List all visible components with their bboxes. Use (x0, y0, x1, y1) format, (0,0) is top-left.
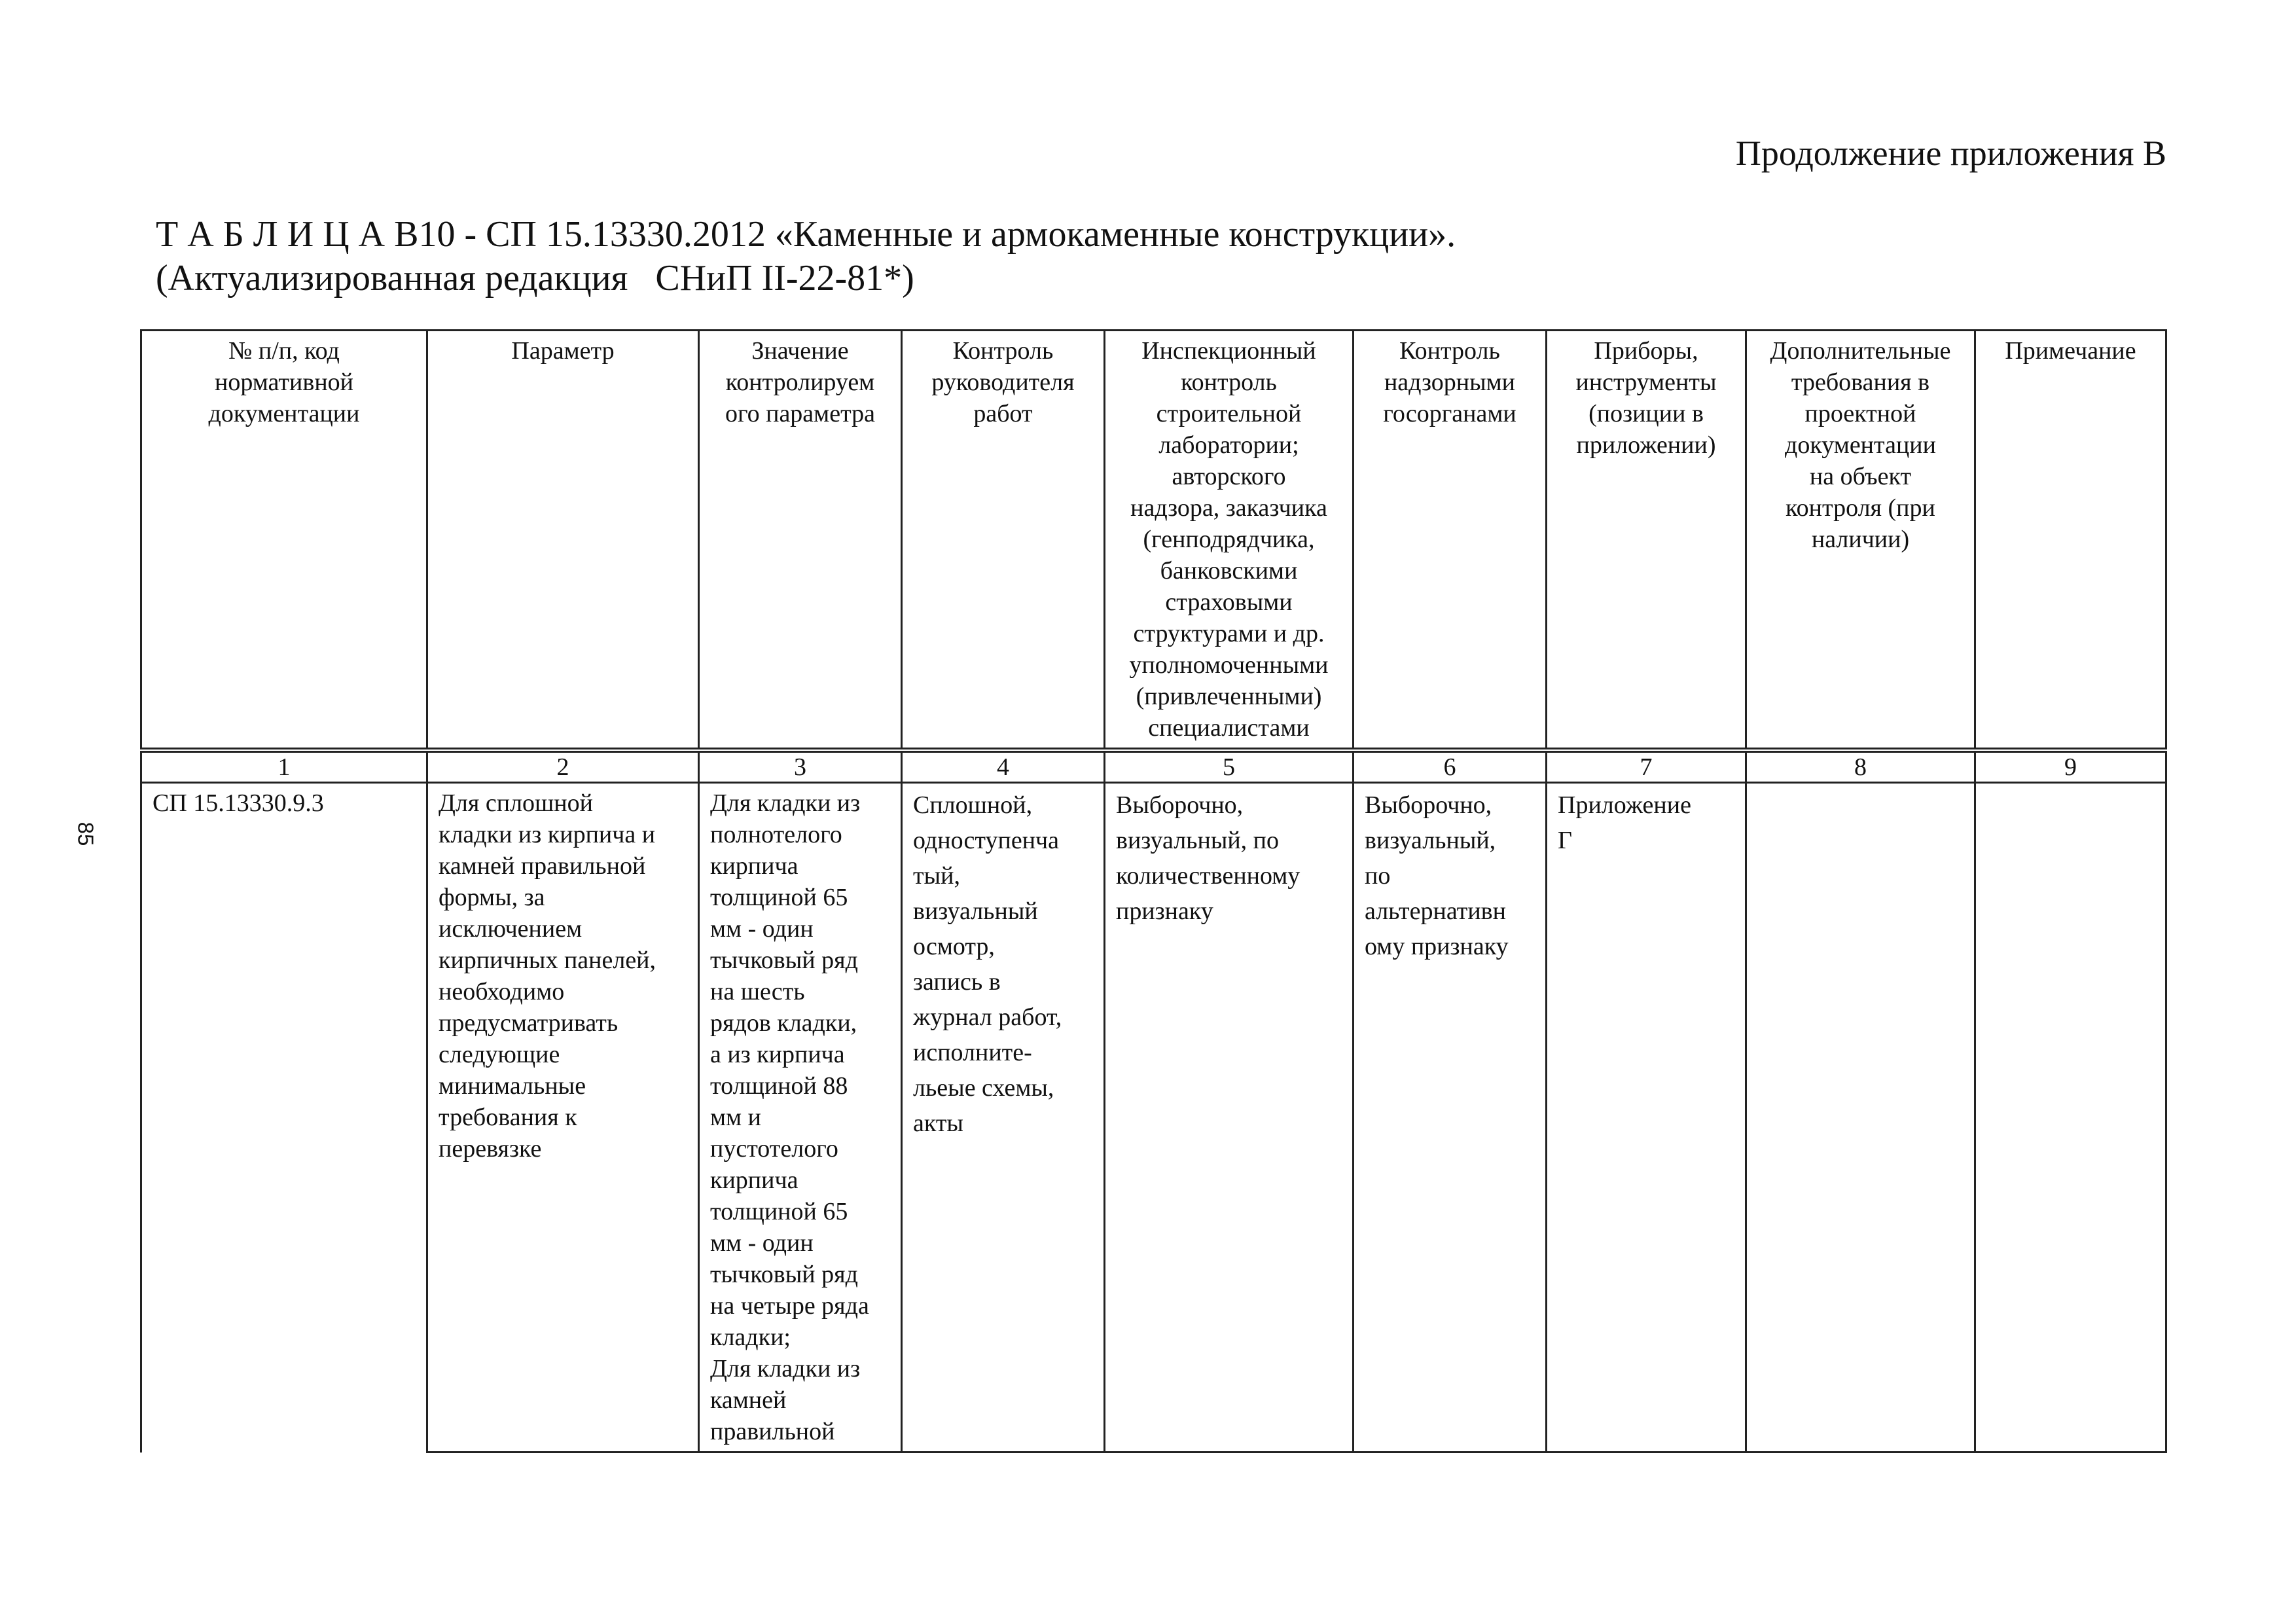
header-parameter-text: Параметр (511, 337, 615, 365)
table-row (141, 783, 2166, 1453)
instruments-text: Приложение Г (1558, 791, 1691, 854)
value-text: Для кладки из полнотелого кирпича толщиной 65 мм - один тычковый ряд на шесть рядов кладки, а из кирпича толщиной 88 мм и пустотелого кирпича толщиной 65 мм - один тычковый ряд на четыре ряда кладки; Для кладки из камней правильной (710, 789, 869, 1445)
manager-control-text: Сплошной, одноступенча тый, визуальный осмотр, запись в журнал работ, исполните- льеые схемы, акты (913, 791, 1062, 1137)
column-number: 6 (1354, 750, 1547, 783)
control-table (140, 329, 2167, 1453)
table-title (156, 213, 1456, 300)
cell-additional-requirements (1746, 783, 1975, 1453)
header-note-text: Примечание (2005, 337, 2136, 365)
header-inspection-control-text: Инспекционный контроль строительной лаборатории; авторского надзора, заказчика (генподрядчика, банковскими страховыми структурами и др. уполномоченными (привлеченными) специалистами (1129, 337, 1329, 742)
column-number: 5 (1105, 750, 1354, 783)
column-number: 7 (1547, 750, 1746, 783)
header-code-text: № п/п, код нормативной документации (208, 337, 360, 427)
column-number: 3 (699, 750, 902, 783)
header-cell-state-control (1354, 331, 1547, 751)
state-control-text: Выборочно, визуальный, по альтернативн ому признаку (1365, 791, 1509, 960)
cell-parameter (427, 783, 699, 1453)
cell-inspection-control (1105, 783, 1354, 1453)
appendix-continuation-note: Продолжение приложения В (1735, 134, 2166, 173)
header-cell-instruments (1547, 331, 1746, 751)
header-manager-control-text: Контроль руководителя работ (931, 337, 1075, 427)
header-value-text: Значение контролируем ого параметра (725, 337, 876, 427)
page-number: 85 (73, 821, 98, 846)
header-instruments-text: Приборы, инструменты (позиции в приложении) (1575, 337, 1717, 459)
header-cell-manager-control (902, 331, 1105, 751)
header-cell-code (141, 331, 427, 751)
header-cell-note (1975, 331, 2166, 751)
column-number: 9 (1975, 750, 2166, 783)
table-title-line-1: Т А Б Л И Ц А В10 - СП 15.13330.2012 «Каменные и армокаменные конструкции». (156, 214, 1456, 255)
column-number: 4 (902, 750, 1105, 783)
cell-manager-control (902, 783, 1105, 1453)
code-text: СП 15.13330.9.3 (152, 789, 324, 817)
column-number-row (141, 750, 2166, 783)
cell-code (141, 783, 427, 1453)
inspection-control-text: Выборочно, визуальный, по количественному признаку (1116, 791, 1300, 925)
cell-note (1975, 783, 2166, 1453)
column-number: 8 (1746, 750, 1975, 783)
table-header-row (141, 331, 2166, 751)
header-cell-value (699, 331, 902, 751)
header-cell-inspection-control (1105, 331, 1354, 751)
column-number: 2 (427, 750, 699, 783)
table-title-line-2: (Актуализированная редакция СНиП II-22-81*) (156, 258, 914, 299)
header-cell-additional-requirements (1746, 331, 1975, 751)
header-additional-requirements-text: Дополнительные требования в проектной документации на объект контроля (при наличии) (1770, 337, 1951, 553)
cell-value (699, 783, 902, 1453)
parameter-text: Для сплошной кладки из кирпича и камней правильной формы, за исключением кирпичных панелей, необходимо предусматривать следующие минимальные требования к перевязке (439, 789, 656, 1163)
header-cell-parameter (427, 331, 699, 751)
cell-state-control (1354, 783, 1547, 1453)
cell-instruments (1547, 783, 1746, 1453)
header-state-control-text: Контроль надзорными госорганами (1383, 337, 1516, 427)
column-number: 1 (141, 750, 427, 783)
